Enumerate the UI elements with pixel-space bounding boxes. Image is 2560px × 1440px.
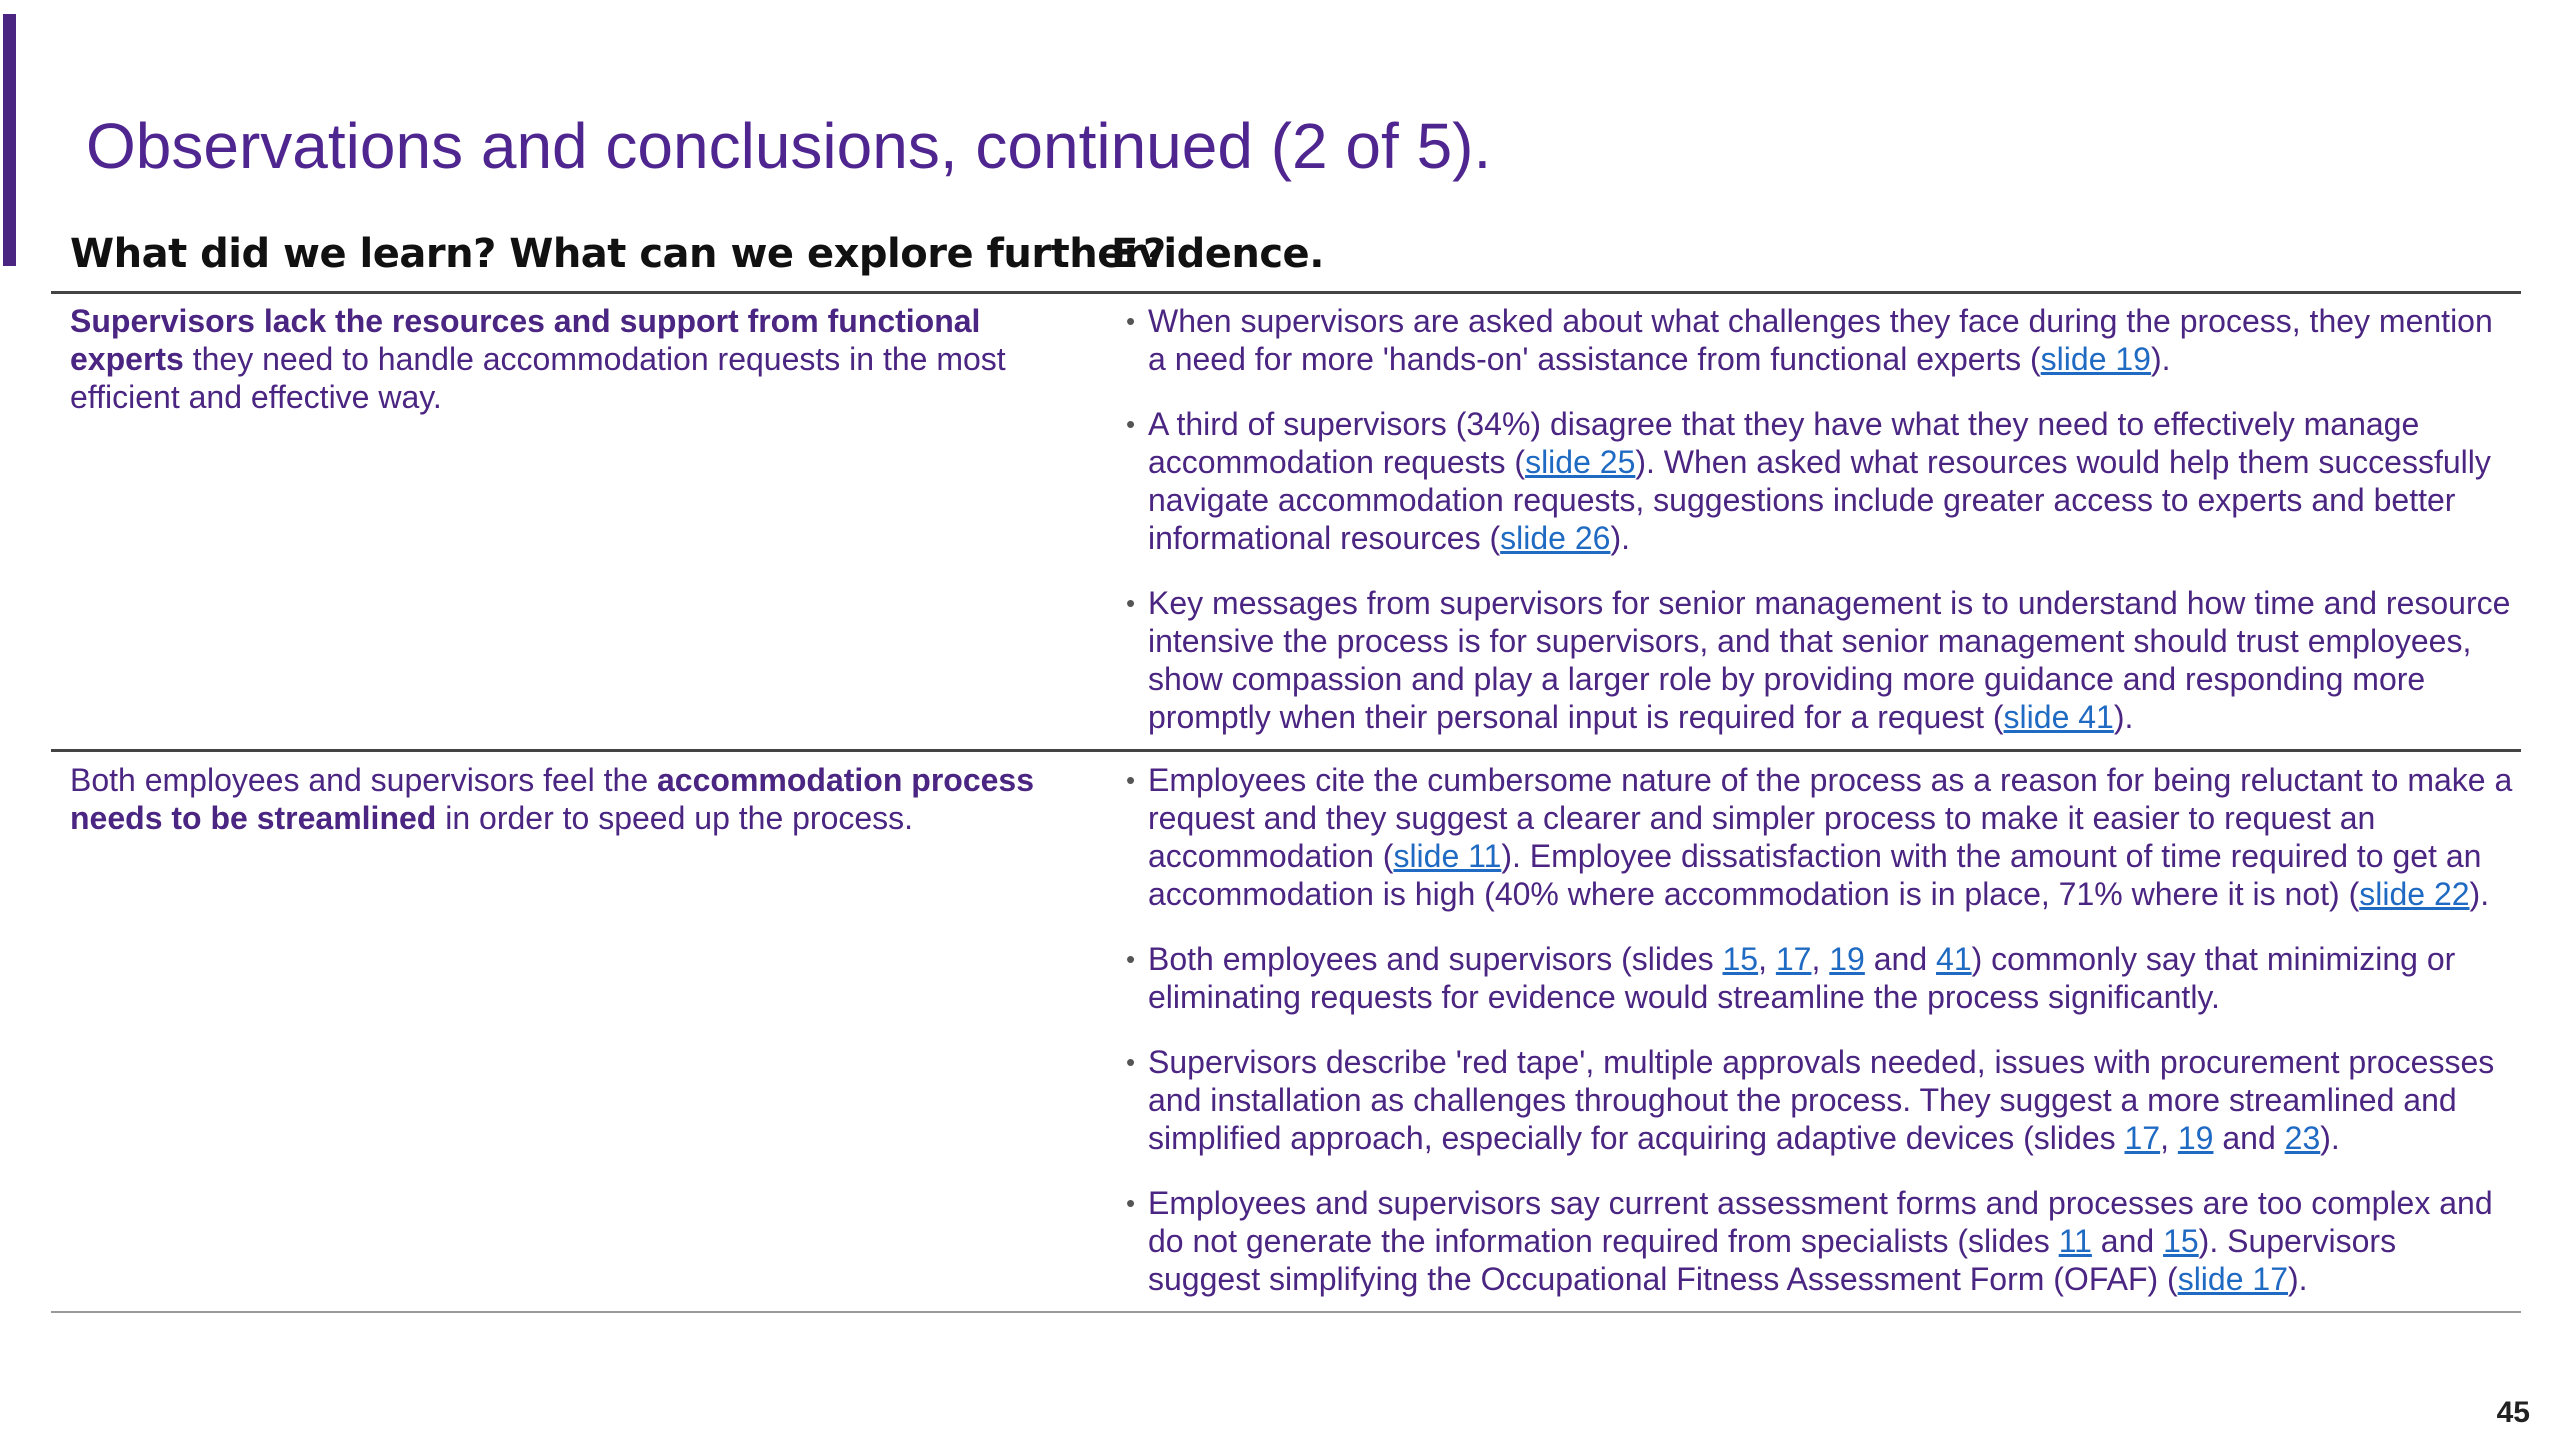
evidence-list-row-1 xyxy=(1126,302,2516,763)
slide-link[interactable]: 15 xyxy=(2163,1223,2199,1259)
evidence-item: • Both employees and supervisors (slides 15, 17, 19 and 41) commonly say that minimizing or eliminating requests for evidence would streamline the process significantly. xyxy=(1126,940,2516,1016)
slide-link[interactable]: 15 xyxy=(1722,941,1759,977)
evidence-item: • Employees cite the cumbersome nature of the process as a reason for being reluctant to make a request and they suggest a clearer and simpler process to make it easier to request an accommodation (slide 11). Employee dissatisfaction with the amount of time required to get an accommodation is high (40% where accommodation is in place, 71% where it is not) (slide 22). xyxy=(1126,761,2516,913)
evidence-item: • Key messages from supervisors for senior management is to understand how time and resource intensive the process is for supervisors, and that senior management should trust employees, show compassion and play a larger role by providing more guidance and responding more promptly when their personal input is required for a request (slide 41). xyxy=(1126,584,2516,736)
row-divider xyxy=(51,749,2521,752)
slide-link[interactable]: slide 26 xyxy=(1500,520,1611,556)
slide-link[interactable]: 17 xyxy=(1775,941,1812,977)
evidence-item: • Supervisors describe 'red tape', multiple approvals needed, issues with procurement processes and installation as challenges throughout the process. They suggest a more streamlined and simplified approach, especially for acquiring adaptive devices (slides 17, 19 and 23). xyxy=(1126,1043,2516,1157)
column-header-evidence: Evidence. xyxy=(1111,231,1324,277)
learn-cell-row-1: Supervisors lack the resources and support from functional experts they need to handle accommodation requests in the most efficient and effective way. xyxy=(70,303,1006,415)
slide-link[interactable]: 23 xyxy=(2284,1120,2321,1156)
slide-link[interactable]: slide 11 xyxy=(1393,838,1502,874)
page-number: 45 xyxy=(2496,1396,2530,1429)
table-bottom-rule xyxy=(51,1311,2521,1313)
column-header-learn: What did we learn? What can we explore further? xyxy=(70,231,1166,277)
slide-link[interactable]: 41 xyxy=(1936,941,1972,977)
header-divider xyxy=(51,291,2521,294)
evidence-list-row-2 xyxy=(1126,761,2516,1325)
slide-link[interactable]: slide 41 xyxy=(2003,699,2114,735)
evidence-item: • A third of supervisors (34%) disagree that they have what they need to effectively manage accommodation requests (slide 25). When asked what resources would help them successfully navigate accommodation requests, suggestions include greater access to experts and better informational resources (slide 26). xyxy=(1126,405,2516,557)
slide-link[interactable]: 17 xyxy=(2124,1120,2161,1156)
evidence-item: • Employees and supervisors say current assessment forms and processes are too complex and do not generate the information required from specialists (slides 11 and 15). Supervisors suggest simplifying the Occupational Fitness Assessment Form (OFAF) (slide 17). xyxy=(1126,1184,2516,1298)
slide-link[interactable]: slide 25 xyxy=(1525,444,1636,480)
learn-cell-row-2: Both employees and supervisors feel the accommodation process needs to be streamlined in order to speed up the process. xyxy=(70,762,1034,836)
evidence-item: • When supervisors are asked about what challenges they face during the process, they mention a need for more 'hands-on' assistance from functional experts (slide 19). xyxy=(1126,302,2516,378)
slide-link[interactable]: slide 17 xyxy=(2177,1261,2288,1297)
slide-link[interactable]: slide 22 xyxy=(2359,876,2470,912)
slide-link[interactable]: slide 19 xyxy=(2040,341,2151,377)
slide-title: Observations and conclusions, continued (2 of 5). xyxy=(86,110,1492,182)
slide-link[interactable]: 19 xyxy=(1829,941,1865,977)
slide-link[interactable]: 19 xyxy=(2177,1120,2214,1156)
accent-bar xyxy=(3,14,16,266)
slide-link[interactable]: 11 xyxy=(2058,1223,2092,1259)
